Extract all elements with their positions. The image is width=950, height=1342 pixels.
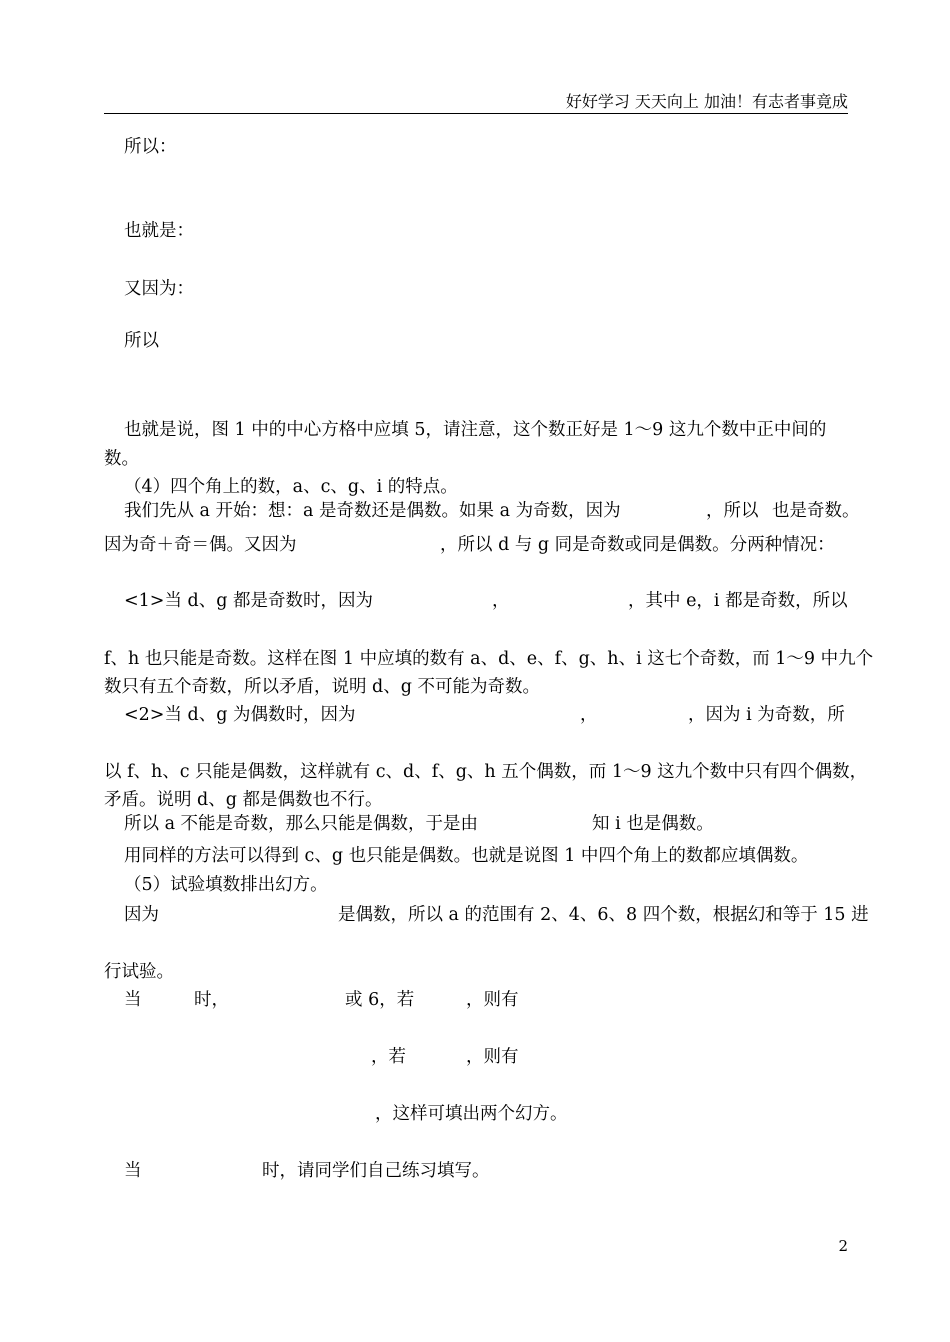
text-line: <1>当 d、g 都是奇数时，因为 (124, 591, 373, 611)
text-line: （4）四个角上的数，a、c、g、i 的特点。 (124, 477, 458, 497)
text-line: f、h 也只能是奇数。这样在图 1 中应填的数有 a、d、e、f、g、h、i 这七个奇数，而 1～9 中九个 (104, 649, 874, 669)
text-line: ，若 (371, 1047, 406, 1067)
text-line: ，这样可填出两个幻方。 (375, 1104, 568, 1124)
text-line: 又因为： (124, 279, 194, 299)
text-line: 我们先从 a 开始：想：a 是奇数还是偶数。如果 a 为奇数，因为 (124, 501, 621, 521)
text-line: 也就是说，图 1 中的中心方格中应填 5，请注意，这个数正好是 1～9 这九个数中正中间的 (124, 420, 827, 440)
text-line: ， (492, 591, 510, 611)
text-line: 也就是： (124, 221, 194, 241)
text-line: <2>当 d、g 为偶数时，因为 (124, 705, 356, 725)
text-line: 时，请同学们自己练习填写。 (262, 1161, 490, 1181)
text-line: 当 (124, 1161, 142, 1181)
text-line: ，所以 (706, 501, 759, 521)
text-line: 数只有五个奇数，所以矛盾，说明 d、g 不可能为奇数。 (104, 677, 541, 697)
text-line: ， (580, 705, 598, 725)
text-line: 当 (124, 990, 142, 1010)
text-line: 也是奇数。 (772, 501, 860, 521)
page-header: 好好学习 天天向上 加油！有志者事竟成 (565, 92, 848, 111)
text-line: 数。 (104, 449, 139, 469)
text-line: 或 6，若 (345, 990, 415, 1010)
text-line: 所以： (124, 137, 177, 157)
page-number: 2 (838, 1237, 848, 1255)
text-line: 因为 (124, 905, 159, 925)
text-line: 矛盾。说明 d、g 都是偶数也不行。 (104, 790, 383, 810)
text-line: 是偶数，所以 a 的范围有 2、4、6、8 四个数，根据幻和等于 15 进 (338, 905, 869, 925)
text-line: （5）试验填数排出幻方。 (124, 875, 328, 895)
text-line: ，则有 (466, 1047, 519, 1067)
text-line: ，其中 e，i 都是奇数，所以 (628, 591, 848, 611)
text-line: 因为奇＋奇＝偶。又因为 (104, 535, 297, 555)
text-line: 所以 a 不能是奇数，那么只能是偶数，于是由 (124, 814, 479, 834)
text-line: 知 i 也是偶数。 (592, 814, 714, 834)
text-line: 时， (194, 990, 229, 1010)
text-line: ，则有 (466, 990, 519, 1010)
header-rule (104, 113, 848, 114)
text-line: 行试验。 (104, 962, 174, 982)
text-line: 所以 (124, 331, 159, 351)
text-line: ，所以 d 与 g 同是奇数或同是偶数。分两种情况： (440, 535, 835, 555)
text-line: ，因为 i 为奇数，所 (688, 705, 845, 725)
text-line: 以 f、h、c 只能是偶数，这样就有 c、d、f、g、h 五个偶数，而 1～9 这九个数中只有四个偶数， (104, 762, 868, 782)
text-line: 用同样的方法可以得到 c、g 也只能是偶数。也就是说图 1 中四个角上的数都应填偶数。 (124, 846, 809, 866)
